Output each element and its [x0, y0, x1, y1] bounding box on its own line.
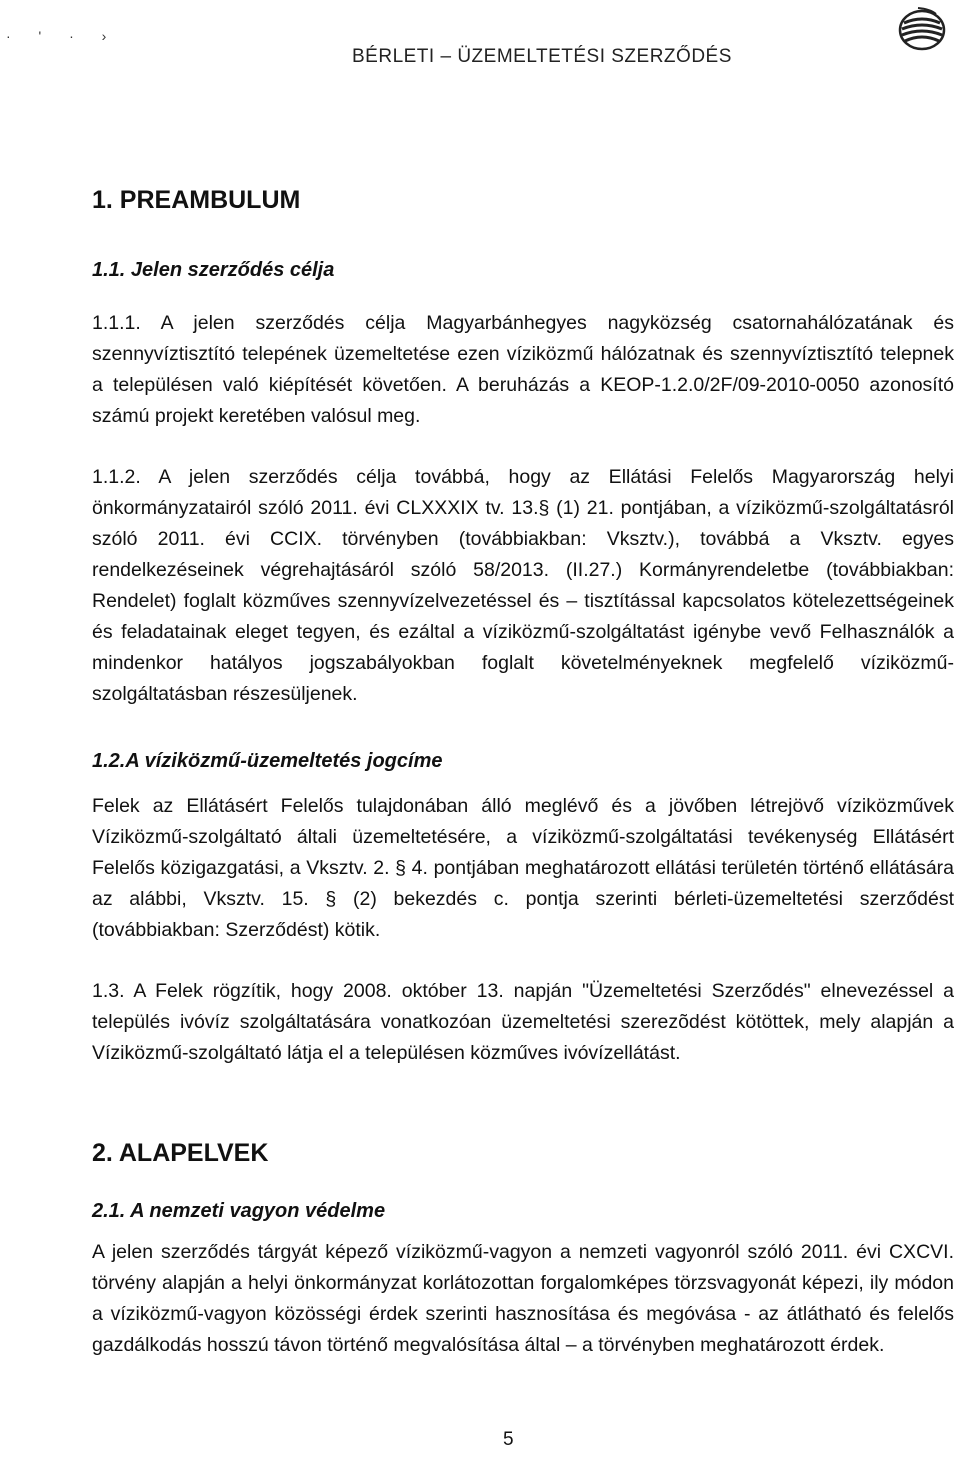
paragraph-1-1-2: 1.1.2. A jelen szerződés célja továbbá, hogy az Ellátási Felelős Magyarország helyi önkormányzatairól szóló 2011. évi CLXXXIX tv. 13.§ (1) 21. pontjában, a víziközmű-szolgáltatásról szóló 2011. évi CCIX. törvényben (továbbiakban: Vksztv.), továbbá a Vksztv. egyes rendelkezéseinek végrehajtásáról szóló 58/2013. (II.27.) Kormányrendeletbe (továbbiakban: Rendelet) foglalt közműves szennyvízelvezetéssel és – tisztítással kapcsolatos kötelezettségeinek és feladatainak eleget tegyen, és ezáltal a víziközmű-szolgáltatást igénybe vevő Felhasználók a mindenkor hatályos jogszabályokban foglalt követelményeknek megfelelő víziközmű-szolgáltatásban részesüljenek. [92, 466, 954, 705]
subsection-heading-2-1: 2.1. A nemzeti vagyon védelme [92, 1200, 386, 1222]
company-logo-icon [896, 6, 948, 52]
subsection-heading-1-1: 1.1. Jelen szerződés célja [92, 259, 335, 281]
paragraph-2-1: A jelen szerződés tárgyát képező víziközmű-vagyon a nemzeti vagyonról szóló 2011. évi CXCVI. törvény alapján a helyi önkormányzat korlátozottan forgalomképes törzsvagyonát képezi, ily módon a víziközmű-vagyon közösségi érdek szerinti hasznosítása és megóvása - az átlátható és felelős gazdálkodás hosszú távon történő megvalósítása által – a törvényben meghatározott érdek. [92, 1241, 954, 1356]
subsection-title-1-2: A víziközmű-üzemeltetés jogcíme [125, 750, 443, 772]
subsection-heading-1-2 [92, 750, 954, 773]
section-heading-preambulum: 1. PREAMBULUM [92, 186, 301, 214]
subsection-number-1-2: 1.2. [92, 750, 126, 772]
document-body [92, 186, 954, 1361]
document-header: BÉRLETI – ÜZEMELTETÉSI SZERZŐDÉS [352, 46, 732, 67]
page-number: 5 [503, 1429, 514, 1450]
scan-marks: · ' · › [6, 28, 119, 44]
paragraph-1-2: Felek az Ellátásért Felelős tulajdonában álló meglévő és a jövőben létrejövő víziközművek Víziközmű-szolgáltató általi üzemeltetésére, a víziközmű-szolgáltatási tevékenység Ellátásért Felelős közigazgatási, a Vksztv. 2. § 4. pontjában meghatározott ellátási területén történő ellátására az alábbi, Vksztv. 15. § (2) bekezdés c. pontja szerinti bérleti-üzemeltetési szerződést (továbbiakban: Szerződést) kötik. [92, 795, 954, 941]
paragraph-1-1-1: 1.1.1. A jelen szerződés célja Magyarbánhegyes nagyközség csatornahálózatának és szennyvíztisztító telepének üzemeltetése ezen víziközmű hálózatnak és szennyvíztisztító telepnek a településen való kiépítését követően. A beruházás a KEOP-1.2.0/2F/09-2010-0050 azonosító számú projekt keretében valósul meg. [92, 312, 954, 427]
section-heading-alapelvek: 2. ALAPELVEK [92, 1139, 269, 1167]
paragraph-1-3: 1.3. A Felek rögzítik, hogy 2008. október 13. napján "Üzemeltetési Szerződés" elnevezéssel a település ivóvíz szolgáltatására vonatkozóan üzemeltetési szerezõdést kötöttek, mely alapján a Víziközmű-szolgáltató látja el a településen közműves ivóvízellátást. [92, 980, 954, 1064]
